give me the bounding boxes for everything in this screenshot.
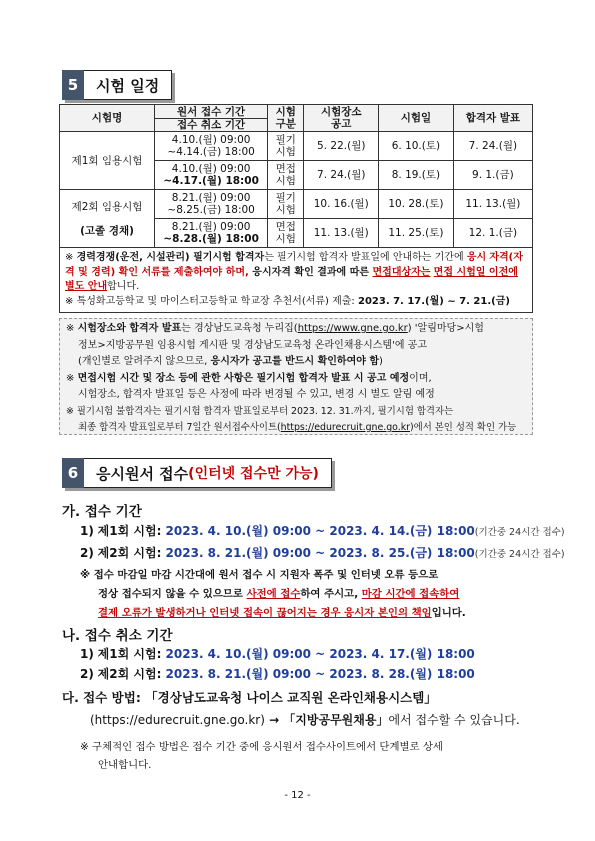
apply-period: 8.21.(월) 09:00 ~8.25.(금) 18:00: [155, 190, 268, 219]
section-6-header: [62, 458, 332, 488]
notice-line: ※ 필기시험 불합격자는 필기시험 합격자 발표일로부터 2023. 12. 31.까지, 필기시험 합격자는: [66, 405, 454, 417]
notice-line: 최종 합격자 발표일로부터 7일간 원서접수사이트(https://edurecruit.gne.go.kr)에서 본인 성적 확인 가능: [78, 422, 517, 433]
section-number: 5: [62, 70, 84, 100]
exam-type: 면접 시험: [268, 219, 304, 248]
apply-period: 4.10.(월) 09:00 ~4.17.(월) 18:00: [155, 161, 268, 190]
cancel-round-2: 2) 제2회 시험: 2023. 8. 21.(월) 09:00 ~ 2023. 8. 28.(월) 18:00: [80, 667, 475, 681]
apply-method-note-2: 안내합니다.: [98, 759, 152, 771]
section-title: 응시원서 접수 (인터넷 접수만 가능): [84, 458, 332, 488]
apply-warning-line-2: 정상 접수되지 않을 수 있으므로 사전에 접수하여 주시고, 마감 시간에 접속하여: [98, 588, 460, 600]
apply-method-line: (https://edurecruit.gne.go.kr) → 「지방공무원채용」에서 접수할 수 있습니다.: [90, 713, 520, 727]
note-career: ※ 경력경쟁(운전, 시설관리) 필기시험 합격자는 필기시험 합격자 발표일에 안내하는 기간에 응시 자격(자격 및 경력) 확인 서류를 제출하여야 하며, 응시자격 확인 결과에 따른 면접대상자는 면접 시험일 이전에 별도 안내합니다.: [65, 252, 523, 292]
table-row: [60, 132, 533, 161]
venue-notice: 11. 13.(월): [304, 219, 379, 248]
note-recommendation: ※ 특성화고등학교 및 마이스터고등학교 학교장 추천서(서류) 제출: 2023. 7. 17.(월) ~ 7. 21.(금): [65, 295, 510, 307]
result-date: 7. 24.(월): [453, 132, 532, 161]
notice-line: 시험장소, 합격자 발표일 등은 사정에 따라 변경될 수 있고, 변경 시 별도 알림 예정: [78, 389, 435, 400]
col-exam-type: 시험 구분: [268, 105, 304, 132]
table-header-row: [60, 105, 533, 132]
result-date: 11. 13.(월): [453, 190, 532, 219]
venue-notice: 5. 22.(월): [304, 132, 379, 161]
section-title-note: (인터넷 접수만 가능): [188, 466, 319, 482]
apply-warning-line-3: 결제 오류가 발생하거나 인터넷 접속이 끊어지는 경우 응시자 본인의 책임입니다.: [98, 607, 466, 619]
exam-type: 필기 시험: [268, 190, 304, 219]
result-date: 9. 1.(금): [453, 161, 532, 190]
subheading-apply-period: 가. 접수 기간: [62, 504, 142, 520]
exam-date: 6. 10.(토): [379, 132, 454, 161]
subheading-cancel-period: 나. 접수 취소 기간: [62, 628, 173, 644]
round-1-name: 제1회 임용시험: [60, 132, 155, 190]
result-date: 12. 1.(금): [453, 219, 532, 248]
round-2-name: 제2회 임용시험 (고졸 경채): [60, 190, 155, 248]
apply-round-2: 2) 제2회 시험: 2023. 8. 21.(월) 09:00 ~ 2023. 8. 25.(금) 18:00(기간중 24시간 접수): [80, 546, 565, 560]
col-exam-name: 시험명: [60, 105, 155, 132]
cancel-round-1: 1) 제1회 시험: 2023. 4. 10.(월) 09:00 ~ 2023. 4. 17.(월) 18:00: [80, 647, 475, 661]
table-notes-row: [60, 248, 533, 313]
apply-period: 4.10.(월) 09:00 ~4.14.(금) 18:00: [155, 132, 268, 161]
subheading-apply-method: 다. 접수 방법: 「경상남도교육청 나이스 교직원 온라인채용시스템」: [62, 690, 437, 705]
exam-type: 면접 시험: [268, 161, 304, 190]
notice-line: ※ 면접시험 시간 및 장소 등에 관한 사항은 필기시험 합격자 발표 시 공고 예정이며,: [66, 372, 432, 384]
exam-date: 8. 19.(토): [379, 161, 454, 190]
section-number: 6: [62, 458, 84, 488]
exam-date: 11. 25.(토): [379, 219, 454, 248]
col-venue-notice: 시험장소 공고: [304, 105, 379, 132]
apply-warning-line-1: ※ 접수 마감일 마감 시간대에 원서 접수 시 지원자 폭주 및 인터넷 오류 등으로: [80, 569, 439, 581]
exam-type: 필기 시험: [268, 132, 304, 161]
col-exam-date: 시험일: [379, 105, 454, 132]
exam-date: 10. 28.(토): [379, 190, 454, 219]
exam-schedule-table: [59, 104, 533, 313]
apply-method-note-1: ※ 구체적인 접수 방법은 접수 기간 중에 응시원서 접수사이트에서 단계별로 상세: [80, 741, 443, 753]
edurecruit-link[interactable]: https://edurecruit.gne.go.kr: [280, 422, 410, 433]
section-5-header: [62, 70, 172, 100]
apply-round-1: 1) 제1회 시험: 2023. 4. 10.(월) 09:00 ~ 2023. 4. 14.(금) 18:00(기간중 24시간 접수): [80, 524, 565, 538]
notice-box: [59, 318, 533, 435]
table-row: [60, 190, 533, 219]
page-number: - 12 -: [284, 790, 311, 801]
venue-notice: 7. 24.(월): [304, 161, 379, 190]
notice-line: ※ 시험장소와 합격자 발표는 경상남도교육청 누리집(https://www.gne.go.kr) '알림마당>시험: [66, 323, 484, 334]
edurecruit-url[interactable]: (https://edurecruit.gne.go.kr): [90, 713, 265, 727]
col-apply-period: 원서 접수 기간 접수 취소 기간: [155, 105, 268, 132]
venue-notice: 10. 16.(월): [304, 190, 379, 219]
col-result-date: 합격자 발표: [453, 105, 532, 132]
apply-period: 8.21.(월) 09:00 ~8.28.(월) 18:00: [155, 219, 268, 248]
gne-link[interactable]: https://www.gne.go.kr: [297, 323, 408, 334]
notice-line: (개인별로 알려주지 않으므로, 응시자가 공고를 반드시 확인하여야 함): [78, 356, 383, 367]
notice-line: 정보>지방공무원 임용시험 게시판 및 경상남도교육청 온라인채용시스템'에 공고: [78, 339, 427, 351]
section-title: 시험 일정: [84, 70, 172, 100]
